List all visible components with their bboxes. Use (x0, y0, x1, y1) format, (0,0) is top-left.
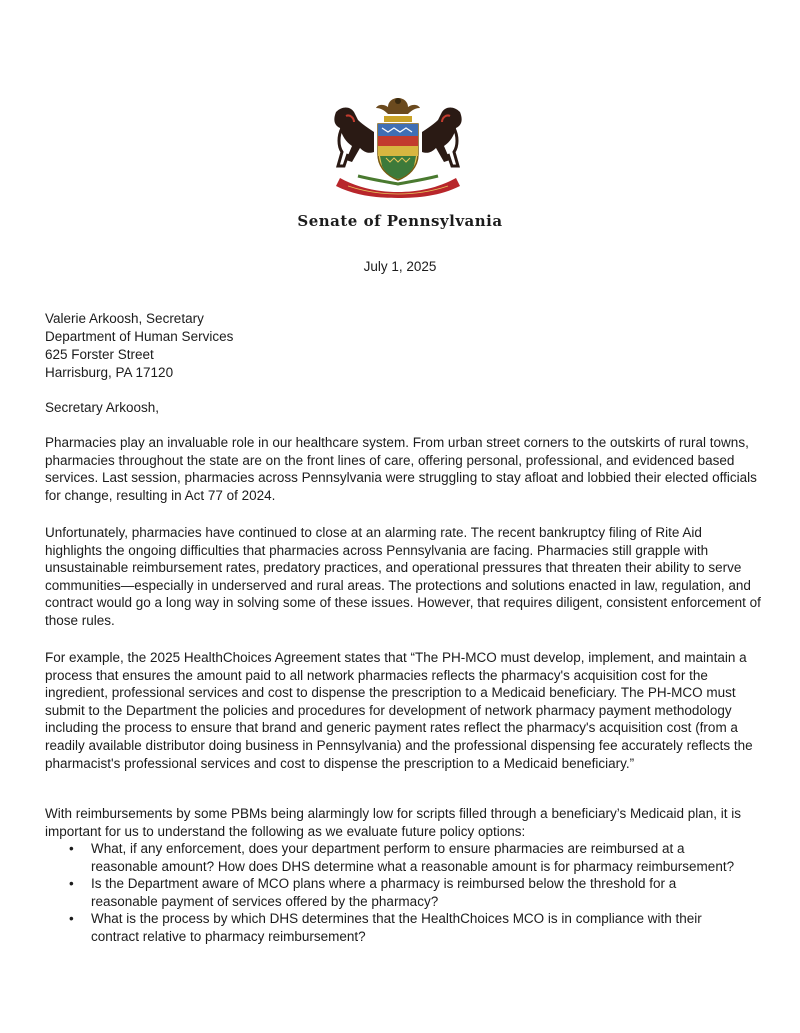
recipient-department: Department of Human Services (45, 329, 234, 344)
salutation: Secretary Arkoosh, (45, 400, 160, 415)
list-item (45, 910, 745, 945)
paragraph: Pharmacies play an invaluable role in our healthcare system. From urban street corners to the outskirts of rural towns, pharmacies throughout the state are on the front lines of care, offering personal, professional, and evidenced based services. Last session, pharmacies across Pennsylvania were struggling to stay afloat and lobbied their elected officials for change, resulting in Act 77 of 2024. (45, 435, 757, 503)
bullet-icon: • (69, 876, 74, 892)
letter-date: July 1, 2025 (363, 259, 437, 274)
pennsylvania-coat-of-arms-icon (318, 92, 478, 198)
paragraph: With reimbursements by some PBMs being alarmingly low for scripts filled through a beneficiary’s Medicaid plan, it is important for us to understand the following as we evaluate future policy options: (45, 806, 742, 839)
bullet-icon: • (69, 911, 74, 927)
question-list (45, 840, 745, 946)
recipient-city: Harrisburg, PA 17120 (45, 365, 174, 380)
paragraph: For example, the 2025 HealthChoices Agreement states that “The PH-MCO must develop, implement, and maintain a process that ensures the amount paid to all network pharmacies reflects the pharmacy's acquisition cost for the ingredient, professional services and cost to dispense the prescription to a Medicaid beneficiary. The PH-MCO must submit to the Department the policies and procedures for development of network pharmacy payment methodology including the process to ensure that brand and generic payment rates reflect the pharmacy's acquisition cost (from a readily available distributor doing business in Pennsylvania) and the professional dispensing fee accurately reflects the pharmacist's professional services and cost to dispense the prescription to a Medicaid beneficiary.” (45, 650, 753, 771)
question-text: Is the Department aware of MCO plans where a pharmacy is reimbursed below the threshold for a reasonable payment of services offered by the pharmacy? (91, 876, 677, 909)
list-item (45, 840, 745, 875)
list-item (45, 875, 745, 910)
letterhead-title: Senate of Pennsylvania (297, 212, 503, 230)
recipient-address (45, 310, 233, 382)
paragraph: Unfortunately, pharmacies have continued to close at an alarming rate. The recent bankruptcy filing of Rite Aid highlights the ongoing difficulties that pharmacies across Pennsylvania are facing. Pharmacies still grapple with unsustainable reimbursement rates, predatory practices, and operational pressures that threaten their ability to serve communities—especially in underserved and rural areas. The protections and solutions enacted in law, regulation, and contract would go a long way in solving some of these issues. However, that requires diligent, consistent enforcement of those rules. (45, 525, 761, 628)
bullet-icon: • (69, 841, 74, 856)
question-text: What, if any enforcement, does your department perform to ensure pharmacies are reimbursed at a reasonable amount? How does DHS determine what a reasonable amount is for pharmacy reimbursement? (91, 841, 735, 874)
question-text: What is the process by which DHS determines that the HealthChoices MCO is in compliance with their contract relative to pharmacy reimbursement? (91, 911, 702, 944)
recipient-street: 625 Forster Street (45, 347, 154, 362)
recipient-name: Valerie Arkoosh, Secretary (45, 311, 204, 326)
